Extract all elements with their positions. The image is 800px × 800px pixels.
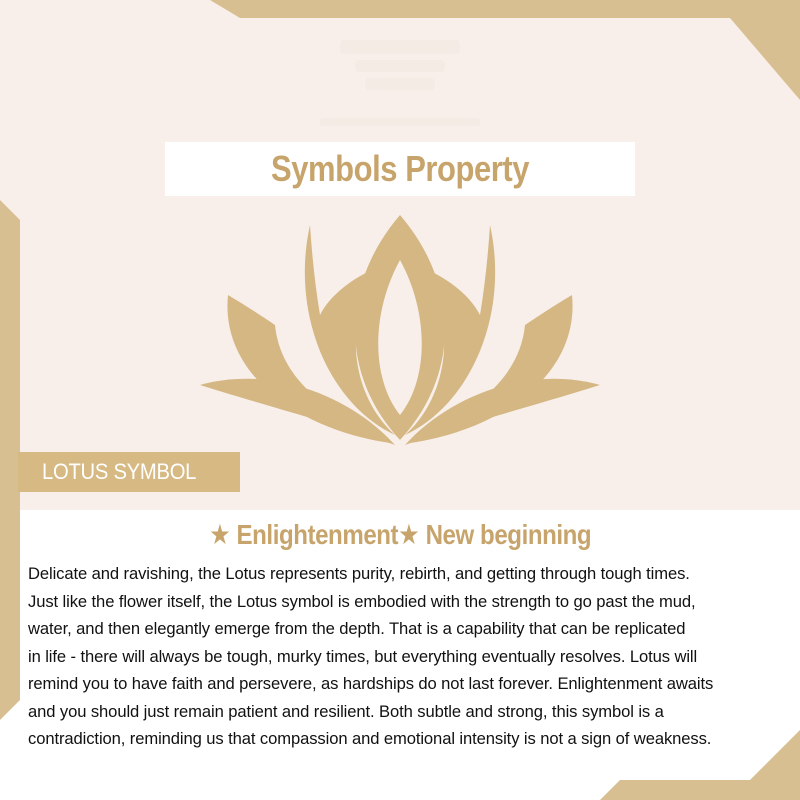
section-tag-label: LOTUS SYMBOL (42, 459, 197, 484)
description-line: Delicate and ravishing, the Lotus represents purity, rebirth, and getting through tough times. (28, 564, 690, 583)
description-line: water, and then elegantly emerge from the depth. That is a capability that can be replicated (28, 619, 686, 638)
page-title: Symbols Property (270, 148, 530, 189)
description-line: contradiction, reminding us that compassion and emotional intensity is not a sign of weakness. (28, 729, 712, 748)
description-paragraph (28, 560, 798, 753)
section-tag (18, 452, 240, 492)
description-line: Just like the flower itself, the Lotus symbol is embodied with the strength to go past the mud, (28, 591, 696, 611)
description-line: and you should just remain patient and resilient. Both subtle and strong, this symbol is a (28, 701, 664, 721)
description-line: remind you to have faith and persevere, as hardships do not last forever. Enlightenment awaits (28, 674, 714, 693)
title-banner (165, 142, 635, 196)
content-heading (0, 518, 800, 558)
lotus-icon (190, 205, 610, 450)
content-heading-text: ★ Enlightenment★ New beginning (208, 519, 592, 550)
description-line: in life - there will always be tough, murky times, but everything eventually resolves. Lotus will (28, 646, 698, 666)
watermark-logo-icon (300, 28, 500, 138)
